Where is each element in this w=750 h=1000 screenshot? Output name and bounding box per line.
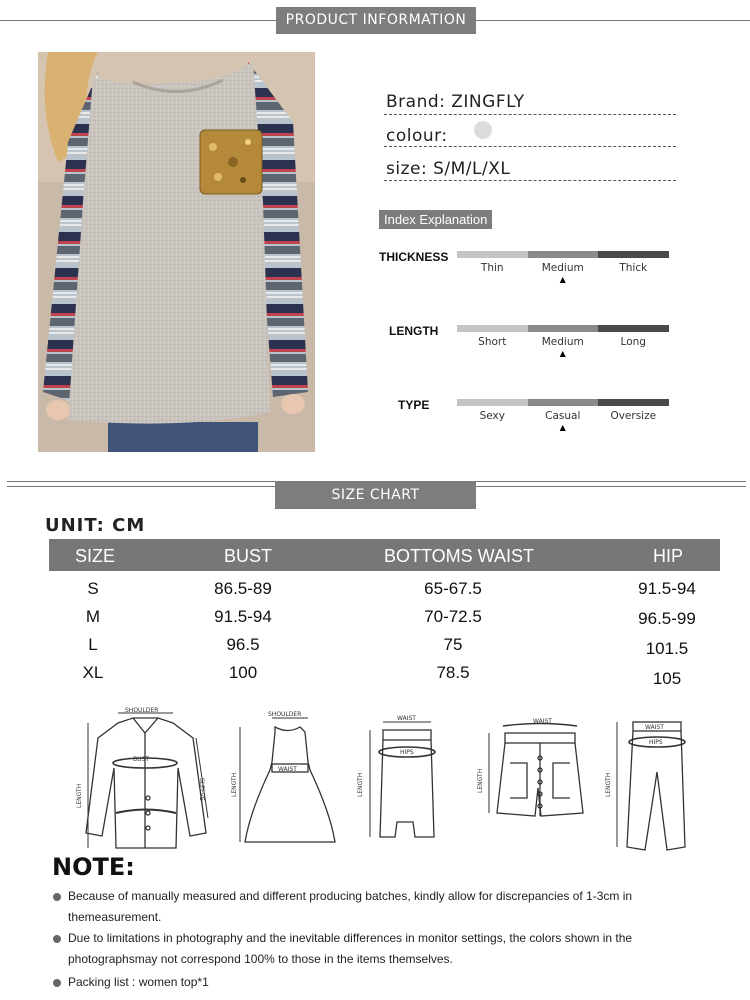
selected-indicator-icon: ▲ bbox=[559, 423, 566, 432]
selected-indicator-icon: ▲ bbox=[559, 275, 566, 284]
index-scale-segment bbox=[528, 399, 599, 406]
cell-waist: 75 bbox=[443, 635, 463, 654]
cell-waist: 65-67.5 bbox=[424, 579, 482, 598]
shirt-length-label: LENGTH bbox=[76, 783, 83, 808]
size-chart-rule-left bbox=[7, 481, 275, 482]
cell-hip: 96.5-99 bbox=[638, 609, 696, 628]
shirt-measure-diagram bbox=[78, 708, 213, 853]
index-scale-segment bbox=[457, 251, 528, 258]
index-label-type: TYPE bbox=[398, 398, 430, 412]
size-text: size: S/M/L/XL bbox=[386, 159, 511, 179]
pants-waist-label: WAIST bbox=[645, 724, 664, 731]
skirt-hips-label: HIPS bbox=[400, 749, 414, 756]
note-item-line: Packing list : women top*1 bbox=[68, 975, 209, 989]
index-scale-segment bbox=[457, 399, 528, 406]
index-option-label: Long bbox=[620, 336, 646, 348]
bullet-icon bbox=[53, 893, 61, 901]
note-item-line: themeasurement. bbox=[68, 910, 162, 924]
note-item-line: Because of manually measured and different producing batches, kindly allow for discrepancies of 1-3cm in bbox=[68, 889, 633, 903]
pants-hips-label: HIPS bbox=[649, 739, 663, 746]
bullet-icon bbox=[53, 935, 61, 943]
cell-bust: 96.5 bbox=[226, 635, 260, 654]
index-option-label: Short bbox=[478, 336, 507, 348]
index-scale-segment bbox=[598, 251, 669, 258]
cell-bust: 100 bbox=[228, 663, 258, 682]
header-rule-left bbox=[0, 20, 276, 21]
divider bbox=[384, 114, 676, 115]
product-photo bbox=[38, 52, 315, 452]
cell-hip: 105 bbox=[652, 669, 682, 688]
index-label-thickness: THICKNESS bbox=[379, 250, 449, 264]
index-explanation-title: Index Explanation bbox=[379, 210, 492, 229]
size-chart-rule-right-2 bbox=[476, 486, 746, 487]
col-header-bottoms-waist: BOTTOMS WAIST bbox=[384, 546, 535, 566]
index-scale-segment bbox=[598, 325, 669, 332]
index-option-label: Sexy bbox=[479, 410, 505, 422]
dress-waist-label: WAIST bbox=[278, 766, 297, 773]
cell-size: M bbox=[85, 607, 101, 626]
index-option-label: Oversize bbox=[610, 410, 657, 422]
index-option-label: Thin bbox=[480, 262, 504, 274]
skirt-waist-label: WAIST bbox=[397, 715, 416, 722]
shorts-waist-label: WAIST bbox=[533, 718, 552, 725]
cell-bust: 91.5-94 bbox=[214, 607, 272, 626]
cell-bust: 86.5-89 bbox=[214, 579, 272, 598]
note-item-line: photographsmay not correspond 100% to those in the items themselves. bbox=[68, 952, 453, 966]
col-header-bust: BUST bbox=[224, 546, 273, 566]
cell-size: XL bbox=[82, 663, 104, 682]
divider bbox=[384, 146, 676, 147]
index-label-length: LENGTH bbox=[389, 324, 439, 338]
index-scale-segment bbox=[457, 325, 528, 332]
dress-measure-diagram bbox=[230, 712, 340, 852]
unit-label: UNIT: CM bbox=[45, 515, 146, 536]
pants-measure-diagram bbox=[605, 712, 695, 857]
note-title: NOTE: bbox=[52, 853, 135, 881]
size-chart-rule-left-2 bbox=[7, 486, 275, 487]
product-info-header: PRODUCT INFORMATION bbox=[276, 7, 476, 34]
cell-hip: 101.5 bbox=[645, 639, 689, 658]
note-item-line: Due to limitations in photography and the inevitable differences in monitor settings, the colors shown in the bbox=[68, 931, 633, 945]
divider bbox=[384, 180, 676, 181]
brand-text: Brand: ZINGFLY bbox=[386, 92, 525, 112]
skirt-measure-diagram bbox=[350, 712, 450, 852]
dress-shoulder-label: SHOULDER bbox=[268, 711, 302, 718]
index-option-label: Thick bbox=[619, 262, 648, 274]
shirt-bust-label: BUST bbox=[133, 756, 149, 763]
cell-hip: 91.5-94 bbox=[638, 579, 696, 598]
size-chart-header: SIZE CHART bbox=[275, 481, 476, 509]
index-option-label: Medium bbox=[541, 336, 584, 348]
header-rule-right bbox=[476, 20, 750, 21]
shirt-shoulder-label: SHOULDER bbox=[125, 707, 159, 714]
shorts-length-label: LENGTH bbox=[477, 768, 484, 793]
size-chart-rule-right bbox=[476, 481, 746, 482]
index-option-label: Casual bbox=[545, 410, 581, 422]
index-scale-segment bbox=[528, 325, 599, 332]
index-scale-segment bbox=[528, 251, 599, 258]
selected-indicator-icon: ▲ bbox=[559, 349, 566, 358]
colour-label: colour: bbox=[386, 126, 448, 146]
skirt-length-label: LENGTH bbox=[357, 772, 364, 797]
shirt-sleeve-label: SLEEVE bbox=[198, 778, 205, 801]
index-scale-segment bbox=[598, 399, 669, 406]
col-header-size: SIZE bbox=[75, 546, 116, 566]
col-header-hip: HIP bbox=[653, 546, 684, 566]
shorts-measure-diagram bbox=[475, 718, 600, 843]
cell-size: S bbox=[87, 579, 99, 598]
cell-size: L bbox=[88, 635, 98, 654]
cell-waist: 78.5 bbox=[436, 663, 470, 682]
bullet-icon bbox=[53, 979, 61, 987]
dress-length-label: LENGTH bbox=[231, 772, 238, 797]
cell-waist: 70-72.5 bbox=[424, 607, 482, 626]
index-option-label: Medium bbox=[541, 262, 584, 274]
colour-swatch bbox=[474, 121, 492, 139]
pants-length-label: LENGTH bbox=[605, 772, 612, 797]
